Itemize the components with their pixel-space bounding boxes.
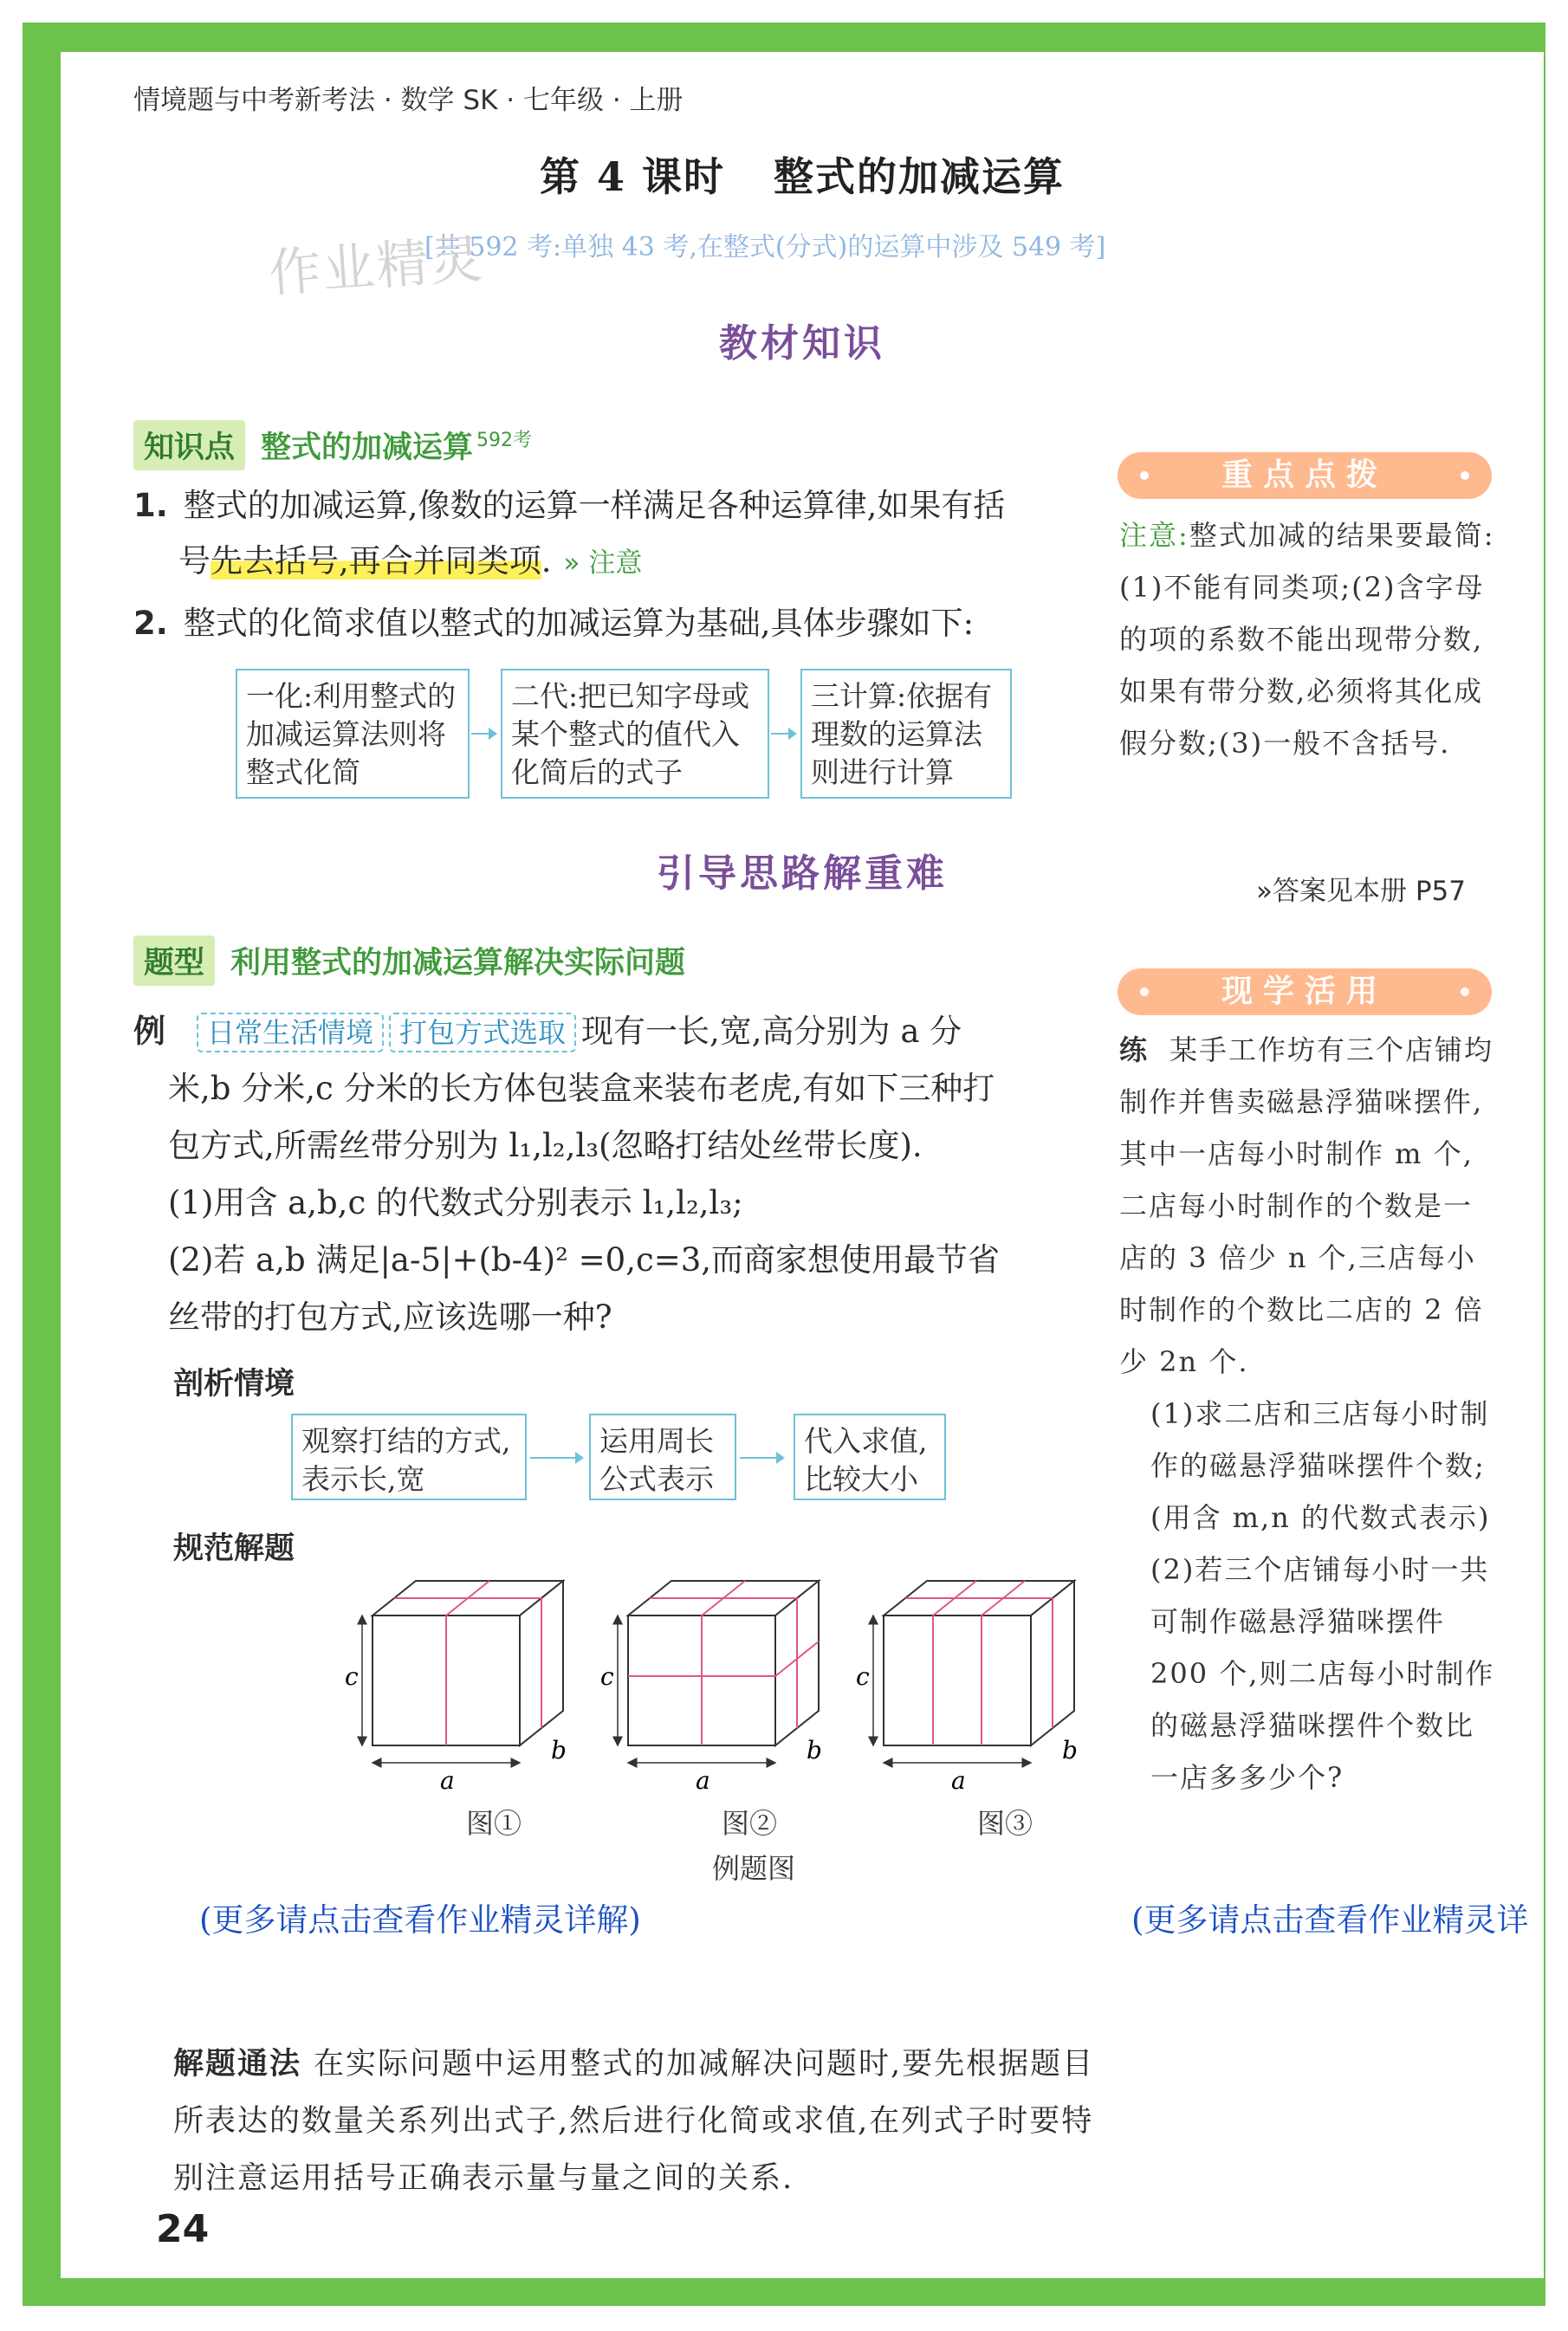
note-body: 整式加减的结果要最简:(1)不能有同类项;(2)含字母的项的系数不能出现带分数,如果有带分数,必须将其化成假分数;(3)一般不含括号. (1119, 519, 1495, 760)
book-header: 情境题与中考新考法 · 数学 SK · 七年级 · 上册 (133, 85, 684, 116)
flow-step-substitute: 二代:把已知字母或某个整式的值代入化简后的式子 (501, 669, 769, 799)
exam-count-note: 592考 (476, 430, 533, 452)
analysis-step-2: 运用周长公式表示 (589, 1414, 736, 1500)
dim-a-label: a (440, 1766, 455, 1795)
example-question-2: (2)若 a,b 满足|a-5|+(b-4)² =0,c=3,而商家想使用最节省 (168, 1241, 1000, 1279)
dim-c-label: c (345, 1662, 359, 1691)
practice-question-2: (2)若三个店铺每小时一共可制作磁悬浮猫咪摆件 200 个,则二店每小时制作的磁悬浮猫咪摆件个数比一店多多少个? (1150, 1553, 1495, 1794)
lesson-name: 整式的加减运算 (774, 153, 1066, 200)
flow-arrow (771, 733, 795, 735)
example-label: 例 (133, 1013, 165, 1050)
figure-label-2: 图② (721, 1807, 777, 1840)
knowledge-point-heading (133, 420, 532, 470)
question-type-title: 利用整式的加减运算解决实际问题 (230, 946, 686, 981)
lesson-title (61, 146, 1544, 203)
sidebar-practice-title: 现学活用 (1118, 968, 1492, 1015)
section-heading-textbook-knowledge: 教材知识 (719, 321, 885, 366)
dim-c-label: c (856, 1662, 870, 1691)
knowledge-point-title: 整式的加减运算 (261, 431, 474, 465)
item-text-line2-prefix: 号 (178, 542, 211, 580)
more-details-link[interactable]: (更多请点击查看作业精灵详解) (199, 1901, 641, 1939)
scenario-tag-daily-life: 日常生活情境 (197, 1013, 384, 1052)
example-question-2-cont: 丝带的打包方式,应该选哪一种? (168, 1298, 612, 1336)
scenario-tag-packing: 打包方式选取 (389, 1013, 576, 1052)
analysis-step-3: 代入求值,比较大小 (794, 1414, 946, 1500)
item-text-line1: 整式的加减运算,像数的运算一样满足各种运算律,如果有括 (183, 487, 1006, 524)
question-type-heading (133, 936, 685, 986)
sidebar-key-points-text (1119, 509, 1497, 769)
figure-label-3: 图③ (976, 1807, 1033, 1840)
item-number: 1. (133, 487, 168, 524)
method-text: 在实际问题中运用整式的加减解决问题时,要先根据题目所表达的数量关系列出式子,然后进行化简或求值,在列式子时要特别注意运用括号正确表示量与量之间的关系. (173, 2047, 1095, 2196)
flow-arrow (740, 1457, 783, 1459)
knowledge-item-1 (133, 478, 1086, 591)
item-text-line2-suffix: . (541, 542, 552, 580)
practice-problem: 某手工作坊有三个店铺均制作并售卖磁悬浮猫咪摆件,其中一店每小时制作 m 个,二店每小时制作的个数是一店的 3 倍少 n 个,三店每小时制作的个数比二店的 2 倍少 2n 个. (1119, 1033, 1494, 1378)
lesson-number: 第 4 课时 (539, 153, 726, 200)
answer-reference[interactable]: »答案见本册 P57 (1256, 876, 1466, 907)
practice-label: 练 (1119, 1033, 1150, 1066)
box-figures (345, 1581, 1135, 1806)
textbook-page (61, 52, 1544, 2278)
dim-b-label: b (1062, 1736, 1078, 1764)
box-figure-1 (345, 1581, 567, 1795)
note-label: 注意: (1119, 519, 1189, 552)
box-figure-2 (600, 1581, 822, 1795)
flow-step-calculate: 三计算:依据有理数的运算法则进行计算 (800, 669, 1012, 799)
flow-arrow (530, 1457, 582, 1459)
example-question-1: (1)用含 a,b,c 的代数式分别表示 l₁,l₂,l₃; (168, 1184, 743, 1221)
exam-frequency-note: [共 592 考:单独 43 考,在整式(分式)的运算中涉及 549 考] (424, 232, 1106, 262)
solution-heading: 规范解题 (173, 1531, 295, 1566)
flow-step-simplify: 一化:利用整式的加减运算法则将整式化简 (236, 669, 470, 799)
item-number: 2. (133, 605, 168, 642)
analysis-heading: 剖析情境 (173, 1367, 295, 1402)
analysis-step-1: 观察打结的方式,表示长,宽 (291, 1414, 527, 1500)
knowledge-point-tag: 知识点 (133, 420, 245, 470)
watermark-logo: 作业精灵 (267, 229, 486, 305)
question-type-tag: 题型 (133, 936, 215, 986)
more-details-link-side[interactable]: (更多请点击查看作业精灵详 (1131, 1901, 1529, 1939)
solution-method-box (173, 2036, 1100, 2207)
dim-a-label: a (951, 1766, 966, 1795)
method-label: 解题通法 (173, 2047, 302, 2082)
dim-b-label: b (807, 1736, 822, 1764)
figure-caption: 例题图 (711, 1852, 795, 1885)
example-problem (133, 1003, 1078, 1346)
practice-question-1: (1)求二店和三店每小时制作的磁悬浮猫咪摆件个数;(用含 m,n 的代数式表示) (1150, 1397, 1491, 1534)
dim-b-label: b (551, 1736, 567, 1764)
figure-label-1: 图① (465, 1807, 522, 1840)
note-link[interactable]: » 注意 (563, 547, 643, 579)
page-number: 24 (156, 2207, 210, 2251)
flow-arrow (471, 733, 496, 735)
section-heading-guided-thinking: 引导思路解重难 (657, 851, 948, 896)
example-line2: 米,b 分米,c 分米的长方体包装盒来装布老虎,有如下三种打 (168, 1070, 995, 1107)
dim-a-label: a (696, 1766, 710, 1795)
example-line1: 现有一长,宽,高分别为 a 分 (581, 1013, 962, 1050)
knowledge-item-2 (133, 596, 1086, 651)
sidebar-key-points-title: 重点点拨 (1118, 452, 1492, 499)
box-figure-3 (856, 1581, 1078, 1795)
highlighted-rule: 先去括号,再合并同类项 (211, 542, 541, 580)
dim-c-label: c (600, 1662, 614, 1691)
example-line3: 包方式,所需丝带分别为 l₁,l₂,l₃(忽略打结处丝带长度). (168, 1127, 923, 1164)
sidebar-practice-text (1119, 1024, 1497, 1803)
item-text: 整式的化简求值以整式的加减运算为基础,具体步骤如下: (183, 605, 975, 642)
